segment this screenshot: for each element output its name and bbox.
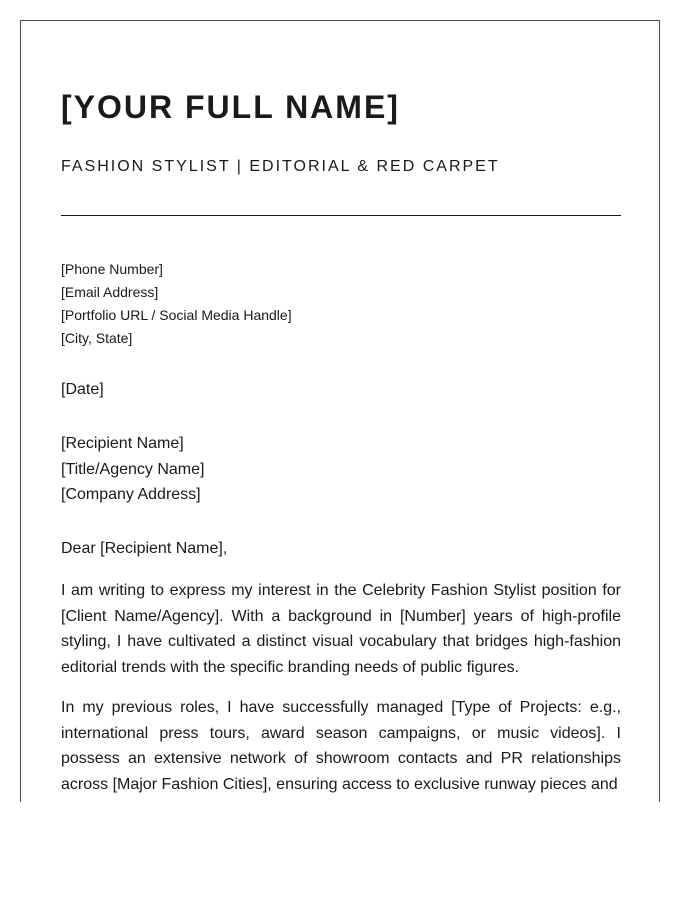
- letter-body: [61, 578, 621, 802]
- contact-location: [City, State]: [61, 330, 133, 346]
- salutation: Dear [Recipient Name],: [61, 540, 228, 557]
- full-name-heading: [YOUR FULL NAME]: [61, 89, 400, 125]
- contact-email: [Email Address]: [61, 284, 159, 300]
- contact-portfolio: [Portfolio URL / Social Media Handle]: [61, 307, 292, 323]
- recipient-name: [Recipient Name]: [61, 435, 184, 452]
- letter-page: [20, 20, 660, 802]
- body-paragraph: I am writing to express my interest in the Celebrity Fashion Stylist position for [Client Name/Agency]. With a background in [Number] years of high-profile styling, I have cultivated a distinct visual vocabulary that bridges high-fashion editorial trends with the specific branding needs of public figures.: [61, 582, 621, 676]
- contact-block: [61, 258, 292, 350]
- recipient-block: [61, 431, 204, 508]
- letter-date: [Date]: [61, 381, 104, 398]
- recipient-company-address: [Company Address]: [61, 486, 201, 503]
- recipient-title-agency: [Title/Agency Name]: [61, 460, 205, 478]
- header-divider: [61, 215, 621, 216]
- job-title-subtitle: FASHION STYLIST | EDITORIAL & RED CARPET: [61, 158, 500, 175]
- contact-phone: [Phone Number]: [61, 261, 163, 277]
- body-paragraph: In my previous roles, I have successfully managed [Type of Projects: e.g., international press tours, award season campaigns, or music videos]. I possess an extensive network of showroom contacts and PR relationships across [Major Fashion Cities], ensuring access to exclusive runway pieces and: [61, 699, 621, 793]
